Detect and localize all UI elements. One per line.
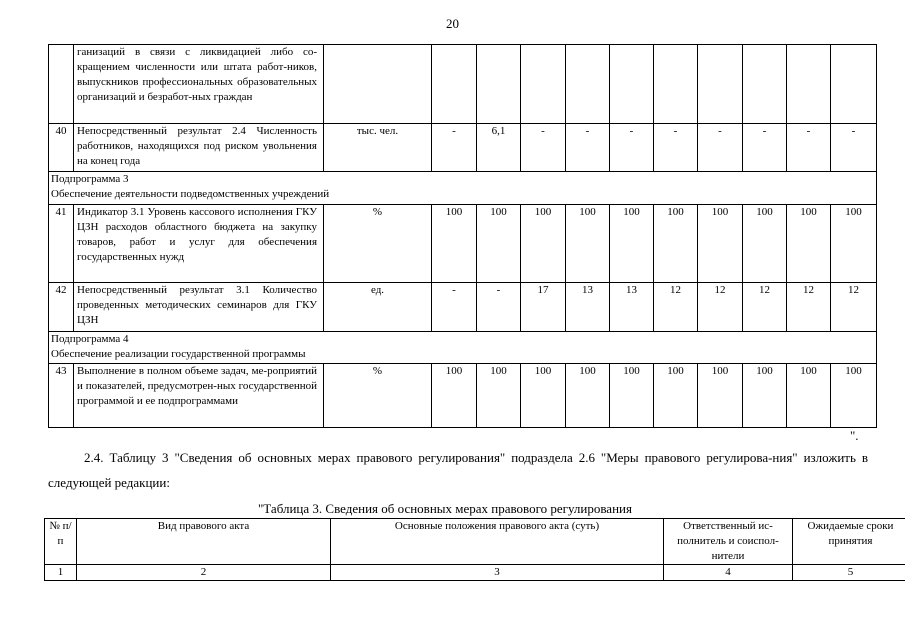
value-cell: - bbox=[654, 124, 698, 172]
amendment-paragraph: 2.4. Таблицу 3 "Сведения об основных мерах правового регулирования" подраздела 2.6 "Меры правового регулирова-ния" изложить в следующей редакции: bbox=[48, 450, 868, 490]
unit-cell: % bbox=[324, 205, 432, 283]
indicator-name: ганизаций в связи с ликвидацией либо со-кращением численности или штата работ-ников, выпускников профессиональных образовательных организаций и безработ-ных граждан bbox=[74, 45, 324, 124]
table-row bbox=[49, 283, 877, 332]
value-cell: 100 bbox=[521, 364, 566, 428]
value-cell: - bbox=[743, 124, 787, 172]
value-cell: 100 bbox=[831, 364, 877, 428]
value-cell: 100 bbox=[432, 205, 477, 283]
index-cell: 2 bbox=[77, 565, 331, 581]
index-cell: 4 bbox=[664, 565, 793, 581]
header-cell: Ответственный ис-полнитель и соиспол-нители bbox=[664, 519, 793, 565]
table-caption: "Таблица 3. Сведения об основных мерах правового регулирования bbox=[258, 501, 632, 516]
value-cell: 17 bbox=[521, 283, 566, 332]
value-cell: - bbox=[432, 283, 477, 332]
value-cell: 100 bbox=[743, 205, 787, 283]
index-cell: 3 bbox=[331, 565, 664, 581]
row-number: 40 bbox=[49, 124, 74, 172]
value-cell: 100 bbox=[566, 364, 610, 428]
value-cell: 6,1 bbox=[477, 124, 521, 172]
value-cell: 12 bbox=[831, 283, 877, 332]
unit-cell: тыс. чел. bbox=[324, 124, 432, 172]
header-cell: Основные положения правового акта (суть) bbox=[331, 519, 664, 565]
indicator-name: Непосредственный результат 3.1 Количество проведенных методических семинаров для ГКУ ЦЗН bbox=[74, 283, 324, 332]
value-cell: 100 bbox=[477, 364, 521, 428]
value-cell: 100 bbox=[698, 364, 743, 428]
indicators-table bbox=[48, 44, 877, 428]
value-cell: 100 bbox=[477, 205, 521, 283]
table-row bbox=[49, 45, 877, 124]
value-cell: 100 bbox=[743, 364, 787, 428]
value-cell: 13 bbox=[566, 283, 610, 332]
indicator-name: Индикатор 3.1 Уровень кассового исполнения ГКУ ЦЗН расходов областного бюджета на закупку товаров, работ и услуг для обеспечения государственных нужд bbox=[74, 205, 324, 283]
value-cell: 100 bbox=[566, 205, 610, 283]
legal-measures-table bbox=[44, 518, 905, 581]
value-cell: - bbox=[477, 283, 521, 332]
subprogram-title: Подпрограмма 3 Обеспечение деятельности подведомственных учреждений bbox=[49, 172, 877, 205]
value-cell: 100 bbox=[654, 364, 698, 428]
value-cell: 100 bbox=[787, 364, 831, 428]
header-row bbox=[45, 519, 905, 565]
table-row bbox=[49, 205, 877, 283]
value-cell: 100 bbox=[654, 205, 698, 283]
row-number: 43 bbox=[49, 364, 74, 428]
index-cell: 1 bbox=[45, 565, 77, 581]
subprogram-row bbox=[49, 172, 877, 205]
closing-quote: ". bbox=[850, 428, 859, 443]
subprogram-title: Подпрограмма 4 Обеспечение реализации государственной программы bbox=[49, 332, 877, 364]
header-cell: Ожидаемые сроки принятия bbox=[793, 519, 905, 565]
header-cell: Вид правового акта bbox=[77, 519, 331, 565]
value-cell: - bbox=[787, 124, 831, 172]
value-cell: - bbox=[831, 124, 877, 172]
value-cell: 12 bbox=[743, 283, 787, 332]
value-cell: 13 bbox=[610, 283, 654, 332]
unit-cell: ед. bbox=[324, 283, 432, 332]
value-cell: - bbox=[521, 124, 566, 172]
value-cell: - bbox=[566, 124, 610, 172]
index-cell: 5 bbox=[793, 565, 905, 581]
header-cell: № п/п bbox=[45, 519, 77, 565]
subprogram-row bbox=[49, 332, 877, 364]
indicator-name: Выполнение в полном объеме задач, ме-роприятий и показателей, предусмотрен-ных государственной программой и ее подпрограммами bbox=[74, 364, 324, 428]
value-cell: 100 bbox=[787, 205, 831, 283]
value-cell: 100 bbox=[610, 205, 654, 283]
value-cell: - bbox=[610, 124, 654, 172]
value-cell: 12 bbox=[698, 283, 743, 332]
table-row bbox=[49, 124, 877, 172]
row-number: 42 bbox=[49, 283, 74, 332]
value-cell: 100 bbox=[432, 364, 477, 428]
value-cell: 100 bbox=[698, 205, 743, 283]
value-cell: 12 bbox=[654, 283, 698, 332]
value-cell: 100 bbox=[831, 205, 877, 283]
index-row bbox=[45, 565, 905, 581]
row-number: 41 bbox=[49, 205, 74, 283]
value-cell: 100 bbox=[610, 364, 654, 428]
value-cell: - bbox=[698, 124, 743, 172]
value-cell: 100 bbox=[521, 205, 566, 283]
page-number: 20 bbox=[446, 16, 459, 31]
table-row bbox=[49, 364, 877, 428]
unit-cell: % bbox=[324, 364, 432, 428]
value-cell: - bbox=[432, 124, 477, 172]
value-cell: 12 bbox=[787, 283, 831, 332]
indicator-name: Непосредственный результат 2.4 Численность работников, находящихся под риском увольнения на конец года bbox=[74, 124, 324, 172]
